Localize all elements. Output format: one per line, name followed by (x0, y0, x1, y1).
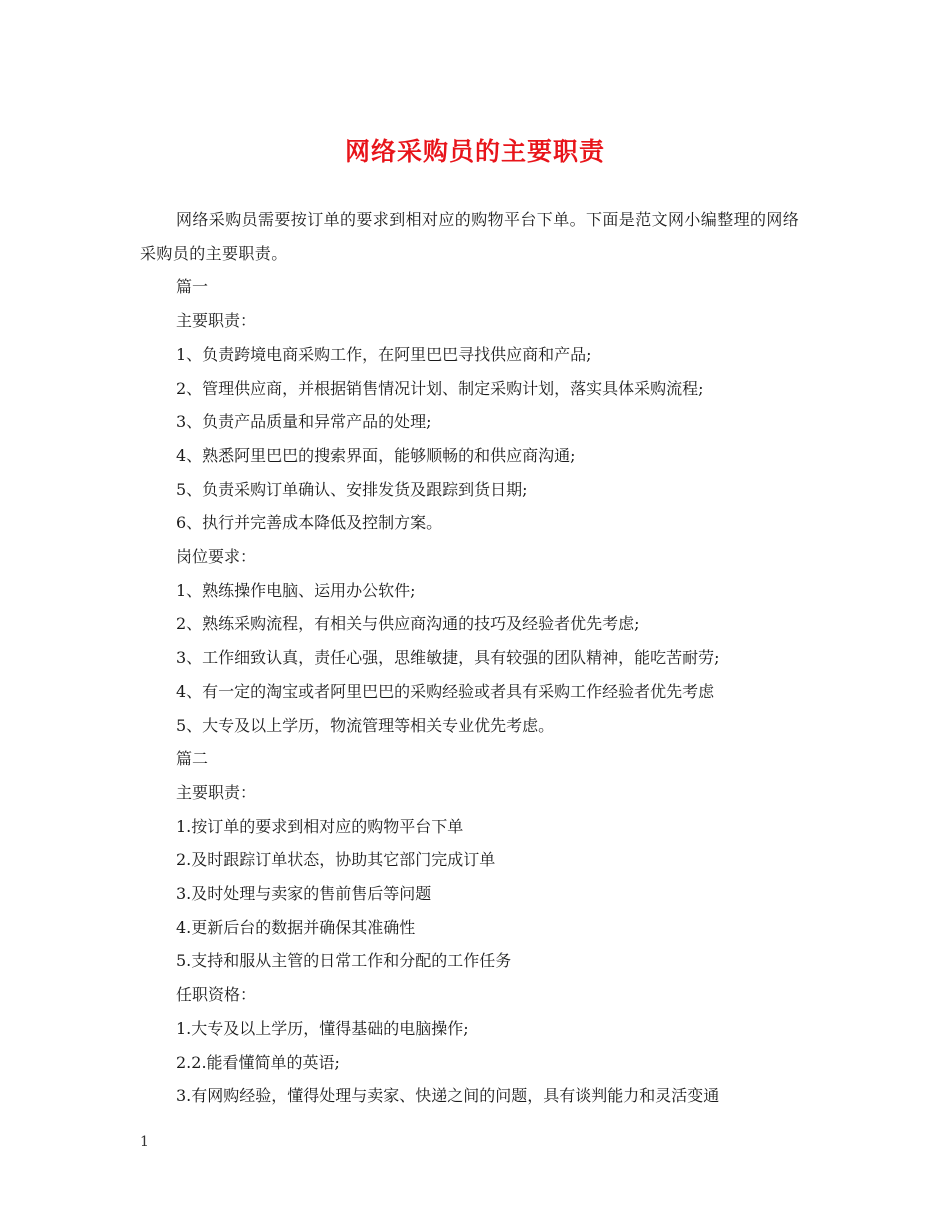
list-item: 4.更新后台的数据并确保其准确性 (176, 917, 416, 937)
subheading-main-duties-1: 主要职责： (176, 311, 257, 331)
list-item: 1、负责跨境电商采购工作，在阿里巴巴寻找供应商和产品; (176, 344, 592, 364)
list-item: 5.支持和服从主管的日常工作和分配的工作任务 (176, 951, 512, 971)
list-item: 2、管理供应商，并根据销售情况计划、制定采购计划，落实具体采购流程; (176, 378, 704, 398)
subheading-main-duties-2: 主要职责： (176, 782, 257, 802)
list-item: 3.及时处理与卖家的售前售后等问题 (176, 884, 432, 904)
section-heading-part-2: 篇二 (176, 749, 209, 769)
list-item: 3.有网购经验，懂得处理与卖家、快递之间的问题，具有谈判能力和灵活变通 (176, 1086, 720, 1106)
list-item: 4、熟悉阿里巴巴的搜索界面，能够顺畅的和供应商沟通; (176, 445, 576, 465)
subheading-job-requirements: 岗位要求： (176, 547, 257, 567)
list-item: 3、工作细致认真，责任心强，思维敏捷，具有较强的团队精神，能吃苦耐劳; (176, 648, 720, 668)
subheading-qualifications: 任职资格： (176, 985, 257, 1005)
list-item: 3、负责产品质量和异常产品的处理; (176, 412, 432, 432)
document-body (140, 203, 812, 1113)
list-item: 2.及时跟踪订单状态，协助其它部门完成订单 (176, 850, 496, 870)
list-item: 5、大专及以上学历，物流管理等相关专业优先考虑。 (176, 715, 555, 735)
list-item: 1、熟练操作电脑、运用办公软件; (176, 580, 416, 600)
document-title: 网络采购员的主要职责 (344, 137, 605, 166)
intro-paragraph: 网络采购员需要按订单的要求到相对应的购物平台下单。下面是范文网小编整理的网络采购员的主要职责。 (140, 210, 800, 263)
list-item: 2、熟练采购流程，有相关与供应商沟通的技巧及经验者优先考虑; (176, 614, 640, 634)
section-heading-part-1: 篇一 (176, 277, 209, 297)
list-item: 1.按订单的要求到相对应的购物平台下单 (176, 816, 464, 836)
list-item: 6、执行并完善成本降低及控制方案。 (176, 513, 443, 533)
list-item: 1.大专及以上学历，懂得基础的电脑操作; (176, 1018, 469, 1038)
list-item: 2.2.能看懂简单的英语; (176, 1052, 340, 1072)
list-item: 4、有一定的淘宝或者阿里巴巴的采购经验或者具有采购工作经验者优先考虑 (176, 681, 715, 701)
list-item: 5、负责采购订单确认、安排发货及跟踪到货日期; (176, 479, 528, 499)
page-number: 1 (140, 1134, 149, 1150)
